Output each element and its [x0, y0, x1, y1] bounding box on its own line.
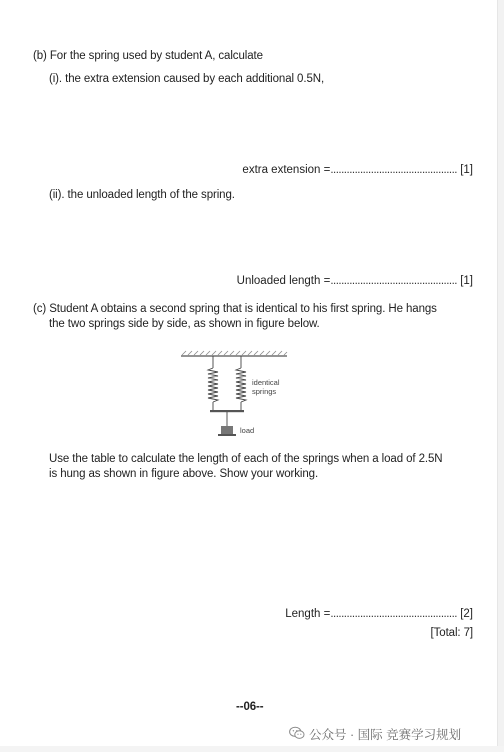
watermark-text: 公众号 · 国际 竞赛学习规划 [309, 728, 462, 742]
label-load: load [240, 426, 255, 435]
mark-b-i: [1] [460, 164, 473, 176]
page-edge [497, 0, 504, 752]
label-springs: springs [252, 387, 277, 396]
answer-line-length[interactable] [285, 607, 473, 621]
answer-line-extension[interactable] [242, 163, 473, 177]
instruction-line2: is hung as shown in figure above. Show your working. [49, 468, 319, 480]
mark-c: [2] [460, 608, 473, 620]
instruction-line1: Use the table to calculate the length of each of the springs when a load of 2.5N [49, 453, 443, 465]
part-b-intro: (b) For the spring used by student A, calculate [33, 50, 263, 62]
label-identical: identical [252, 378, 280, 387]
answer-dots-unloaded-length: ............................................... [330, 275, 457, 287]
part-c-intro-line1: (c) Student A obtains a second spring that is identical to his first spring. He hangs [33, 303, 437, 315]
answer-label-extension: extra extension = [242, 164, 331, 176]
wechat-icon [289, 726, 305, 740]
mark-b-ii: [1] [460, 275, 473, 287]
answer-label-unloaded-length: Unloaded length = [236, 275, 331, 287]
answer-label-length: Length = [285, 608, 331, 620]
page-number: --06-- [236, 701, 264, 713]
right-spring [236, 356, 246, 410]
springs-figure [178, 346, 290, 442]
ceiling-support [181, 351, 287, 356]
load-weight [218, 426, 236, 436]
answer-dots-extension: ............................................... [330, 164, 457, 176]
question-b-ii: (ii). the unloaded length of the spring. [49, 189, 235, 201]
answer-dots-length: ............................................... [330, 608, 457, 620]
bottom-strip [0, 746, 504, 752]
total-marks: [Total: 7] [430, 627, 473, 639]
answer-line-unloaded-length[interactable] [237, 274, 473, 288]
crossbar [210, 410, 244, 426]
left-spring [208, 356, 218, 410]
question-b-i: (i). the extra extension caused by each additional 0.5N, [49, 73, 325, 85]
part-c-intro-line2: the two springs side by side, as shown in figure below. [49, 318, 320, 330]
